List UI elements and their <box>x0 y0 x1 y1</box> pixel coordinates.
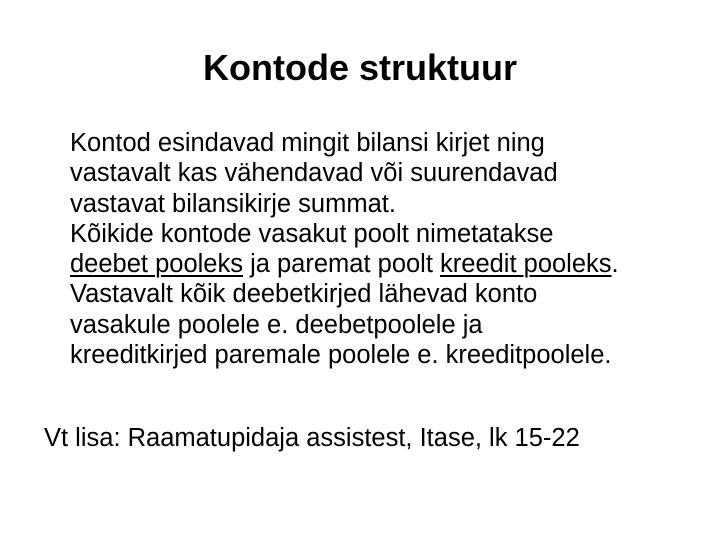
term-credit-side: kreedit pooleks <box>440 250 612 279</box>
reference-note: Vt lisa: Raamatupidaja assistest, Itase, lk 15-22 <box>44 424 580 452</box>
text-fragment: . <box>611 250 619 279</box>
text-line: kreeditkirjed paremale poolele e. kreeditpoolele. <box>70 341 612 370</box>
text-line: Vastavalt kõik deebetkirjed lähevad konto <box>70 280 538 309</box>
slide-body <box>70 128 710 370</box>
paragraph-debit-credit-sides <box>70 219 710 280</box>
slide-title: Kontode struktuur <box>203 47 517 88</box>
text-line: Kõikide kontode vasakut poolt nimetatakse <box>70 219 554 248</box>
text-line <box>70 249 710 279</box>
paragraph-accounts-definition <box>70 128 710 219</box>
text-line: vastavat bilansikirje summat. <box>70 189 396 218</box>
text-line: vastavalt kas vähendavad või suurendavad <box>70 159 558 188</box>
paragraph-entries-placement <box>70 279 710 370</box>
text-fragment: ja paremat poolt <box>242 250 441 279</box>
term-debit-side: deebet pooleks <box>70 250 243 279</box>
text-line: vasakule poolele e. deebetpoolele ja <box>70 310 483 339</box>
text-line: Kontod esindavad mingit bilansi kirjet ning <box>70 129 545 157</box>
